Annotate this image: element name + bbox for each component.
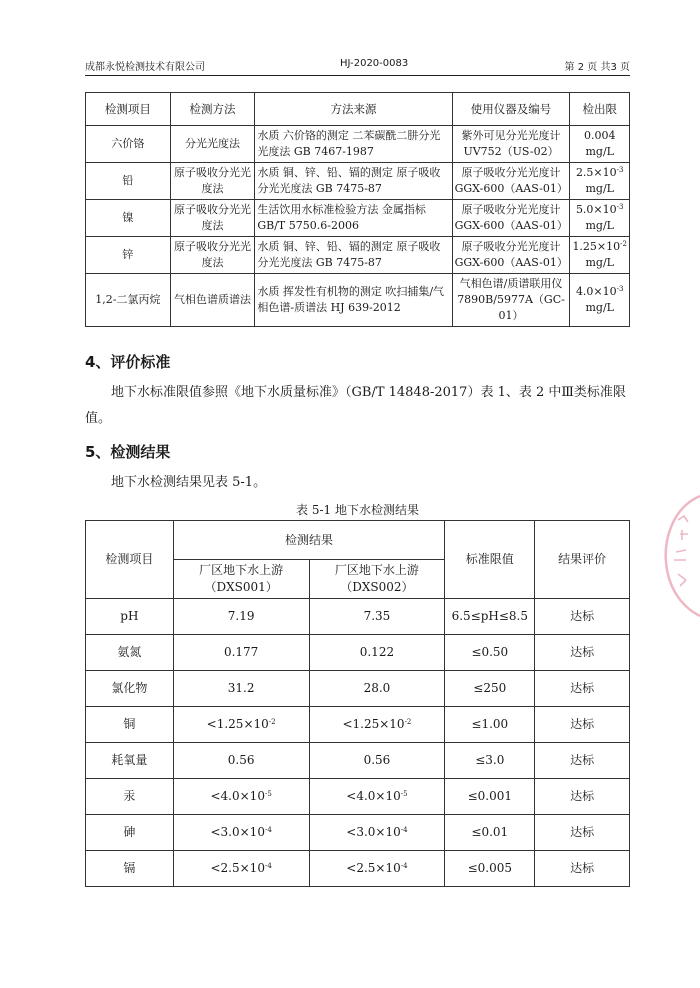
seal-stamp-icon bbox=[660, 490, 700, 620]
method-cell: 原子吸收分光光度法 bbox=[170, 163, 255, 200]
source-cell: 生活饮用水标准检验方法 金属指标 GB/T 5750.6-2006 bbox=[255, 200, 452, 237]
value-exponent: -4 bbox=[264, 862, 272, 870]
value-cell: 7.35 bbox=[309, 599, 445, 635]
value-base: <4.0×10 bbox=[210, 789, 265, 803]
item-cell: 1,2-二氯丙烷 bbox=[86, 274, 171, 327]
results-header-row bbox=[86, 521, 630, 560]
standard-cell: ≤0.01 bbox=[445, 815, 535, 851]
table-row bbox=[86, 815, 630, 851]
section-4-title: 4、评价标准 bbox=[85, 353, 171, 371]
item-cell: 耗氧量 bbox=[86, 743, 174, 779]
limit-unit: mg/L bbox=[585, 256, 614, 269]
page-header bbox=[85, 58, 630, 72]
item-cell: 镉 bbox=[86, 851, 174, 887]
limit-unit: mg/L bbox=[585, 182, 614, 195]
standard-cell: ≤0.001 bbox=[445, 779, 535, 815]
limit-value: 5.0×10 bbox=[575, 203, 617, 216]
table-row bbox=[86, 851, 630, 887]
value-base: <3.0×10 bbox=[210, 825, 265, 839]
value-base: <2.5×10 bbox=[346, 861, 401, 875]
item-cell: 六价铬 bbox=[86, 126, 171, 163]
col-header-evaluation: 结果评价 bbox=[535, 521, 630, 599]
limit-exponent: -2 bbox=[620, 240, 627, 248]
instrument-cell: 原子吸收分光光度计 GGX-600（AAS-01） bbox=[452, 163, 570, 200]
limit-exponent: -3 bbox=[616, 203, 624, 211]
instrument-cell: 紫外可见分光光度计 UV752（US-02） bbox=[452, 126, 570, 163]
standard-cell: 6.5≤pH≤8.5 bbox=[445, 599, 535, 635]
value-base: <3.0×10 bbox=[346, 825, 401, 839]
value-base: <1.25×10 bbox=[206, 717, 269, 731]
value-exponent: -4 bbox=[264, 826, 272, 834]
limit-value: 1.25×10 bbox=[572, 240, 621, 253]
table-row bbox=[86, 671, 630, 707]
standard-cell: ≤250 bbox=[445, 671, 535, 707]
method-table bbox=[85, 92, 630, 327]
col-header-site-2 bbox=[309, 560, 445, 599]
method-cell: 分光光度法 bbox=[170, 126, 255, 163]
limit-exponent: -3 bbox=[616, 285, 624, 293]
value-base: <1.25×10 bbox=[342, 717, 405, 731]
table-row bbox=[86, 237, 630, 274]
value-cell bbox=[309, 815, 445, 851]
item-cell: 镍 bbox=[86, 200, 171, 237]
value-cell: 0.122 bbox=[309, 635, 445, 671]
site-name: 厂区地下水上游 bbox=[334, 563, 419, 577]
limit-cell bbox=[570, 126, 630, 163]
site-name: 厂区地下水上游 bbox=[199, 563, 284, 577]
col-header: 检测方法 bbox=[170, 93, 255, 126]
value-cell: 31.2 bbox=[173, 671, 309, 707]
table-row bbox=[86, 274, 630, 327]
value-exponent: -2 bbox=[268, 718, 276, 726]
item-cell: 氨氮 bbox=[86, 635, 174, 671]
standard-cell: ≤1.00 bbox=[445, 707, 535, 743]
table-row bbox=[86, 163, 630, 200]
limit-unit: mg/L bbox=[585, 301, 614, 314]
value-cell bbox=[309, 779, 445, 815]
standard-cell: ≤0.50 bbox=[445, 635, 535, 671]
method-cell: 原子吸收分光光度法 bbox=[170, 237, 255, 274]
header-divider bbox=[85, 75, 630, 76]
col-header-results: 检测结果 bbox=[173, 521, 445, 560]
method-cell: 气相色谱质谱法 bbox=[170, 274, 255, 327]
table-row bbox=[86, 779, 630, 815]
table-row bbox=[86, 635, 630, 671]
standard-cell: ≤0.005 bbox=[445, 851, 535, 887]
item-cell: 铅 bbox=[86, 163, 171, 200]
value-exponent: -4 bbox=[400, 826, 408, 834]
evaluation-cell: 达标 bbox=[535, 599, 630, 635]
method-table-header bbox=[86, 93, 630, 126]
col-header-item: 检测项目 bbox=[86, 521, 174, 599]
report-number: HJ-2020-0083 bbox=[340, 58, 409, 69]
value-cell bbox=[309, 851, 445, 887]
evaluation-cell: 达标 bbox=[535, 815, 630, 851]
limit-exponent: -3 bbox=[616, 166, 624, 174]
evaluation-cell: 达标 bbox=[535, 635, 630, 671]
value-base: <4.0×10 bbox=[346, 789, 401, 803]
page-number: 第 2 页 共3 页 bbox=[564, 62, 630, 73]
company-name: 成都永悦检测技术有限公司 bbox=[85, 62, 205, 73]
value-cell bbox=[173, 851, 309, 887]
col-header: 检出限 bbox=[570, 93, 630, 126]
instrument-cell: 原子吸收分光光度计 GGX-600（AAS-01） bbox=[452, 237, 570, 274]
limit-value: 4.0×10 bbox=[575, 285, 617, 298]
evaluation-cell: 达标 bbox=[535, 707, 630, 743]
limit-cell bbox=[570, 163, 630, 200]
limit-cell bbox=[570, 274, 630, 327]
col-header: 使用仪器及编号 bbox=[452, 93, 570, 126]
evaluation-cell: 达标 bbox=[535, 851, 630, 887]
value-cell: 28.0 bbox=[309, 671, 445, 707]
evaluation-cell: 达标 bbox=[535, 743, 630, 779]
col-header: 检测项目 bbox=[86, 93, 171, 126]
col-header: 方法来源 bbox=[255, 93, 452, 126]
table-row bbox=[86, 743, 630, 779]
value-cell bbox=[173, 815, 309, 851]
value-cell: 0.177 bbox=[173, 635, 309, 671]
item-cell: pH bbox=[86, 599, 174, 635]
item-cell: 氯化物 bbox=[86, 671, 174, 707]
limit-cell bbox=[570, 237, 630, 274]
item-cell: 砷 bbox=[86, 815, 174, 851]
value-exponent: -2 bbox=[404, 718, 412, 726]
site-code: （DXS002） bbox=[340, 580, 414, 594]
evaluation-cell: 达标 bbox=[535, 671, 630, 707]
limit-value: 0.004 bbox=[583, 129, 616, 142]
source-cell: 水质 铜、锌、铅、镉的测定 原子吸收分光光度法 GB 7475-87 bbox=[255, 237, 452, 274]
value-cell: 0.56 bbox=[173, 743, 309, 779]
value-exponent: -5 bbox=[264, 790, 272, 798]
value-cell bbox=[309, 707, 445, 743]
value-exponent: -5 bbox=[400, 790, 408, 798]
value-cell: 0.56 bbox=[309, 743, 445, 779]
evaluation-cell: 达标 bbox=[535, 779, 630, 815]
value-cell bbox=[173, 779, 309, 815]
value-exponent: -4 bbox=[400, 862, 408, 870]
instrument-cell: 气相色谱/质谱联用仪 7890B/5977A（GC-01） bbox=[452, 274, 570, 327]
value-base: <2.5×10 bbox=[210, 861, 265, 875]
item-cell: 铜 bbox=[86, 707, 174, 743]
table-row bbox=[86, 200, 630, 237]
table-caption: 表 5-1 地下水检测结果 bbox=[296, 503, 419, 517]
limit-value: 2.5×10 bbox=[575, 166, 617, 179]
value-cell: 7.19 bbox=[173, 599, 309, 635]
section-5-title: 5、检测结果 bbox=[85, 443, 171, 461]
site-code: （DXS001） bbox=[204, 580, 278, 594]
limit-cell bbox=[570, 200, 630, 237]
section-4-text: 地下水标准限值参照《地下水质量标准》（GB/T 14848-2017）表 1、表 2 中Ⅲ类标准限值。 bbox=[85, 385, 626, 426]
item-cell: 汞 bbox=[86, 779, 174, 815]
method-cell: 原子吸收分光光度法 bbox=[170, 200, 255, 237]
limit-unit: mg/L bbox=[585, 219, 614, 232]
value-cell bbox=[173, 707, 309, 743]
item-cell: 锌 bbox=[86, 237, 171, 274]
source-cell: 水质 六价铬的测定 二苯碳酰二肼分光光度法 GB 7467-1987 bbox=[255, 126, 452, 163]
section-5-text: 地下水检测结果见表 5-1。 bbox=[111, 475, 267, 490]
instrument-cell: 原子吸收分光光度计 GGX-600（AAS-01） bbox=[452, 200, 570, 237]
source-cell: 水质 铜、锌、铅、镉的测定 原子吸收分光光度法 GB 7475-87 bbox=[255, 163, 452, 200]
standard-cell: ≤3.0 bbox=[445, 743, 535, 779]
source-cell: 水质 挥发性有机物的测定 吹扫捕集/气相色谱-质谱法 HJ 639-2012 bbox=[255, 274, 452, 327]
results-table bbox=[85, 520, 630, 887]
limit-unit: mg/L bbox=[585, 145, 614, 158]
table-row bbox=[86, 599, 630, 635]
table-row bbox=[86, 126, 630, 163]
table-row bbox=[86, 707, 630, 743]
col-header-standard: 标准限值 bbox=[445, 521, 535, 599]
col-header-site-1 bbox=[173, 560, 309, 599]
